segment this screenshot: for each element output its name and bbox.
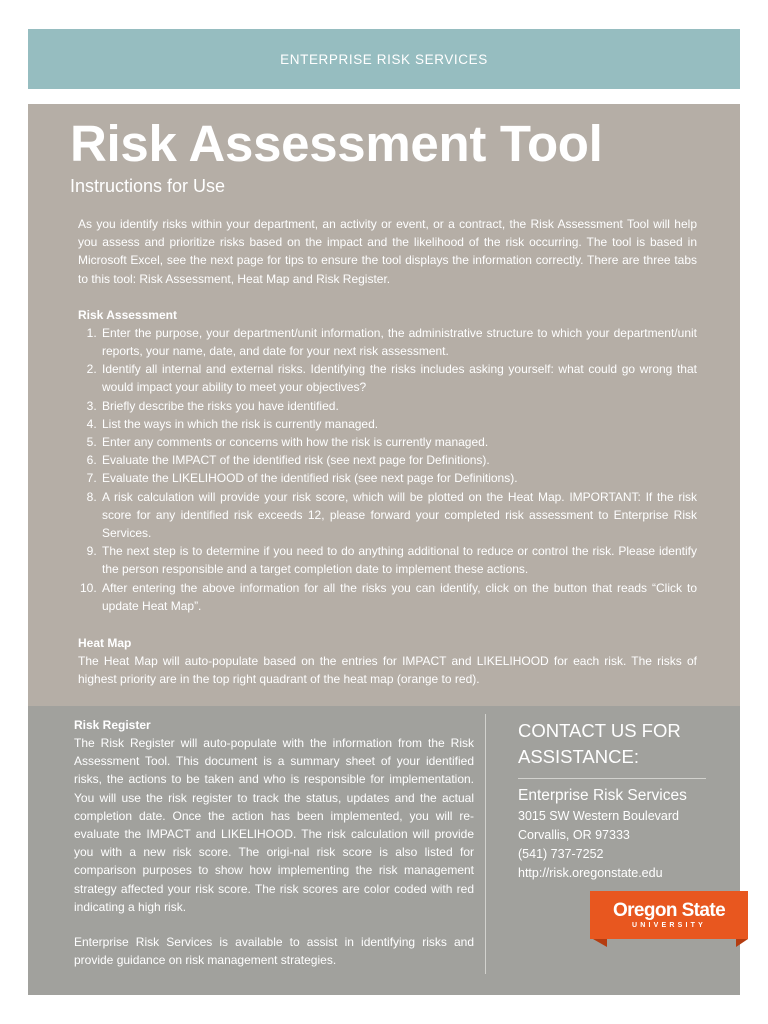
page-subtitle: Instructions for Use bbox=[70, 176, 226, 196]
logo-fold-left bbox=[593, 939, 607, 947]
step-item: 9. The next step is to determine if you need to do anything additional to reduce or control the risk. Please identify the person responsible and a target completion date to implement these actions. bbox=[100, 542, 697, 578]
step-item: 7. Evaluate the LIKELIHOOD of the identified risk (see next page for Definitions). bbox=[100, 469, 697, 487]
assistance-paragraph: Enterprise Risk Services is available to assist in identifying risks and provide guidance on risk management strategies. bbox=[74, 935, 474, 968]
page-title: Risk Assessment Tool bbox=[70, 115, 603, 172]
contact-address-street: 3015 SW Western Boulevard bbox=[518, 809, 679, 823]
risk-assessment-steps bbox=[78, 324, 697, 615]
column-divider bbox=[485, 714, 486, 974]
step-item: 5. Enter any comments or concerns with how the risk is currently managed. bbox=[100, 433, 697, 451]
logo-name: Oregon State bbox=[612, 900, 726, 921]
logo-university: UNIVERSITY bbox=[631, 922, 706, 929]
contact-org: Enterprise Risk Services bbox=[518, 787, 687, 804]
risk-assessment-heading: Risk Assessment bbox=[78, 307, 177, 322]
contact-section bbox=[518, 718, 710, 883]
risk-register-paragraph: The Risk Register will auto-populate with the information from the Risk Assessment Tool. This document is a summary sheet of your identified risks, the actions to be taken and who is responsible for implementation. You will use the risk register to track the status, updates and the actual completion date. Once the action has been implemented, you will re-evaluate the IMPACT and LIKELIHOOD. The risk calculation will provide you with a new risk score. The origi-nal risk score is also listed for comparison purposes to show how implementing the risk management strategy affected your risk score. The risk scores are color coded with red indicating a high risk. bbox=[74, 736, 474, 914]
risk-register-heading: Risk Register bbox=[74, 718, 151, 732]
lower-panel bbox=[28, 706, 740, 995]
step-item: 4. List the ways in which the risk is currently managed. bbox=[100, 415, 697, 433]
banner-label: ENTERPRISE RISK SERVICES bbox=[280, 51, 488, 67]
contact-url[interactable]: http://risk.oregonstate.edu bbox=[518, 866, 663, 880]
risk-register-section bbox=[74, 716, 474, 969]
step-item: 8. A risk calculation will provide your risk score, which will be plotted on the Heat Map. IMPORTANT: If the risk score for any identified risk exceeds 12, please forward your completed risk assessment to Enterprise Risk Services. bbox=[100, 488, 697, 543]
contact-heading-line2: ASSISTANCE: bbox=[518, 746, 639, 767]
oregon-state-logo bbox=[590, 891, 748, 945]
contact-phone: (541) 737-7252 bbox=[518, 847, 604, 861]
main-panel bbox=[28, 104, 740, 706]
step-item: 10. After entering the above information for all the risks you can identify, click on the button that reads “Click to update Heat Map”. bbox=[100, 579, 697, 615]
contact-address-city: Corvallis, OR 97333 bbox=[518, 828, 630, 842]
logo-fold-right bbox=[736, 939, 748, 947]
contact-heading-line1: CONTACT US FOR bbox=[518, 720, 681, 741]
step-item: 6. Evaluate the IMPACT of the identified risk (see next page for Definitions). bbox=[100, 451, 697, 469]
heat-map-heading: Heat Map bbox=[78, 636, 132, 651]
step-item: 1. Enter the purpose, your department/unit information, the administrative structure to which your department/unit reports, your name, date, and date for your next risk assessment. bbox=[100, 324, 697, 360]
intro-paragraph: As you identify risks within your department, an activity or event, or a contract, the Risk Assessment Tool will help you assess and prioritize risks based on the impact and the likelihood of the risk occurring. The tool is based in Microsoft Excel, see the next page for tips to ensure the tool displays the information correctly. There are three tabs to this tool: Risk Assessment, Heat Map and Risk Register. bbox=[78, 217, 697, 286]
header-banner bbox=[28, 29, 740, 89]
heat-map-paragraph: The Heat Map will auto-populate based on the entries for IMPACT and LIKELIHOOD for each risk. The risks of highest priority are in the top right quadrant of the heat map (orange to red). bbox=[78, 654, 697, 687]
contact-rule bbox=[518, 778, 706, 779]
step-item: 2. Identify all internal and external risks. Identifying the risks includes asking yourself: what could go wrong that would impact your ability to meet your objectives? bbox=[100, 360, 697, 396]
step-item: 3. Briefly describe the risks you have identified. bbox=[100, 397, 697, 415]
